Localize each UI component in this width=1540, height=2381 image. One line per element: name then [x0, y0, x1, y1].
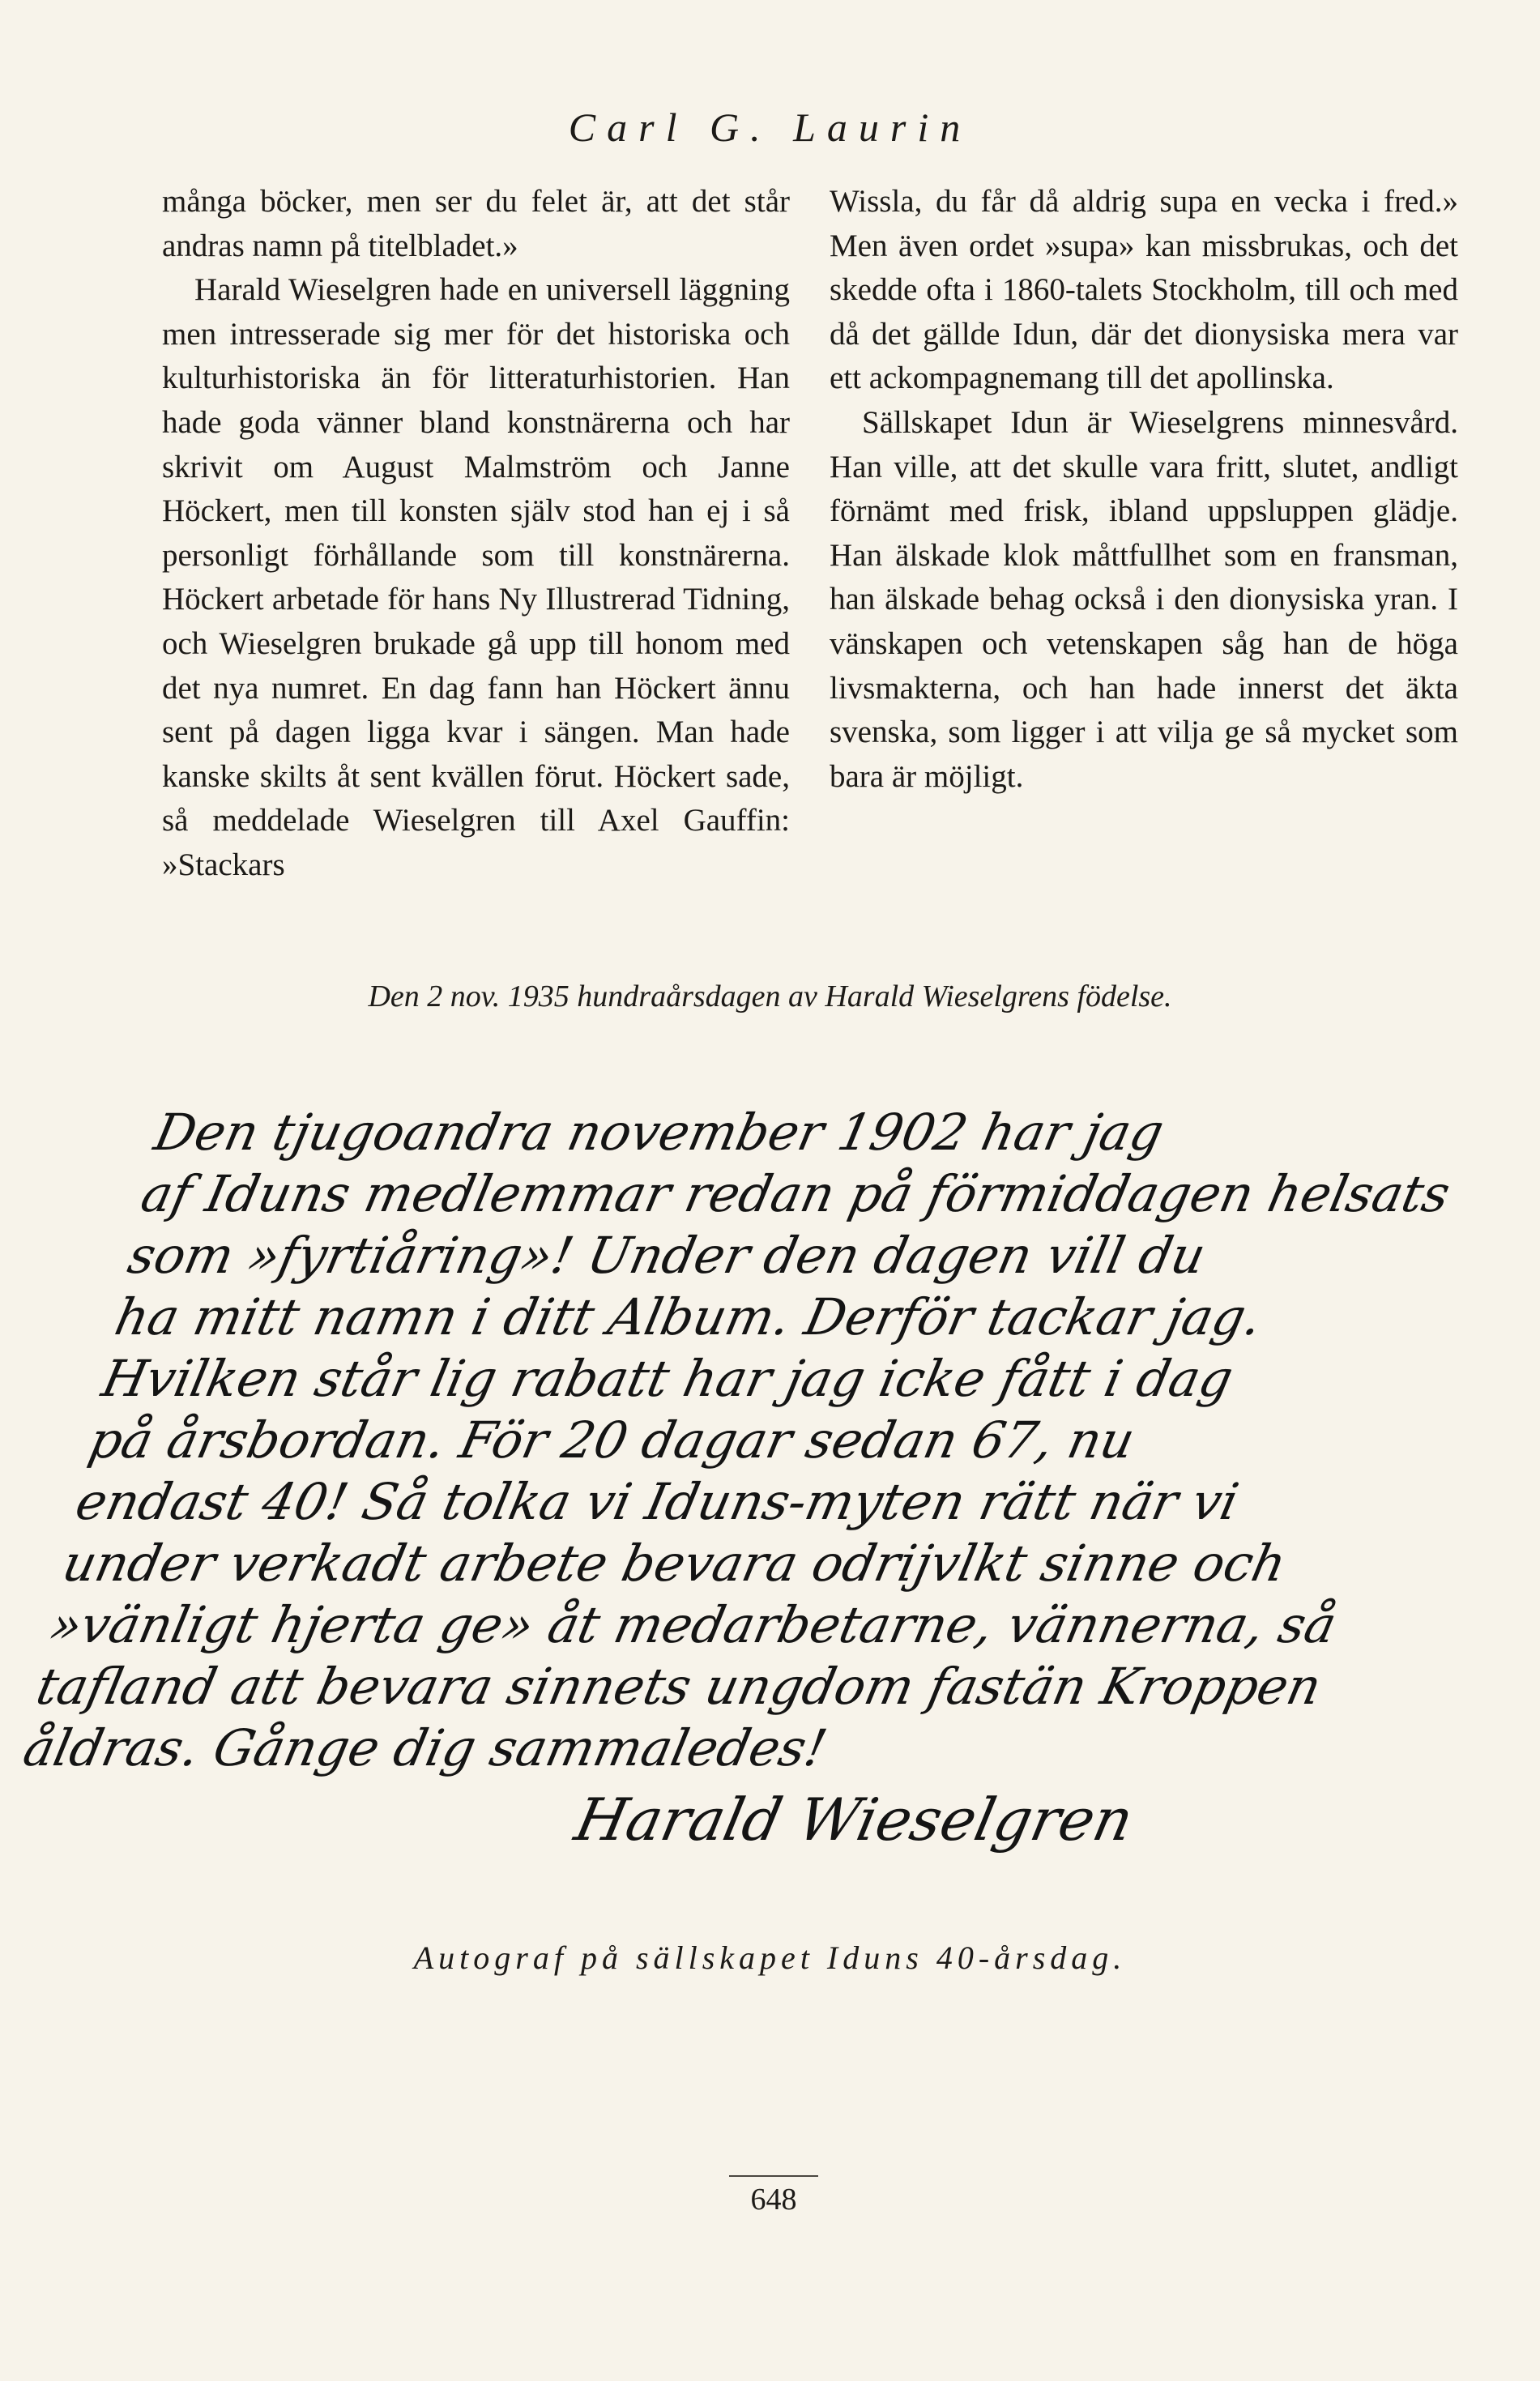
autograph-line: tafland att bevara sinnets ungdom fastän Kroppen: [31, 1657, 1327, 1716]
right-column: [830, 180, 1458, 799]
autograph-line: Den tjugoandra november 1902 har jag: [149, 1103, 1169, 1162]
autograph-line: »vänligt hjerta ge» åt medarbetarne, vännerna, så: [45, 1595, 1342, 1654]
handwritten-autograph: [3, 1102, 1458, 1854]
autograph-line: af Iduns medlemmar redan på förmiddagen helsats: [136, 1164, 1456, 1223]
right-paragraph-1: Wissla, du får då aldrig supa en vecka i fred.» Men även ordet »supa» kan missbrukas, och det skedde ofta i 1860-talets Stockholm, till och med då det gällde Idun, där det dionysiska mera var ett ackompagnemang till det apollinska.: [830, 184, 1458, 396]
dedication: Den 2 nov. 1935 hundraårsdagen av Harald Wieselgrens födelse.: [368, 979, 1172, 1013]
autograph-line: åldras. Gånge dig sammaledes!: [18, 1718, 832, 1777]
left-paragraph-2: Harald Wieselgren hade en universell läggning men intresserade sig mer för det historiska och kulturhistoriska än för litteraturhistorien. Han hade goda vänner bland konstnärerna och har skrivit om August Malmström och Janne Höckert, men till konsten själv stod han ej i så personligt förhållande som till konstnärerna. Höckert arbetade för hans Ny Illustrerad Tidning, och Wieselgren brukade gå upp till honom med det nya numret. En dag fann han Höckert ännu sent på dagen ligga kvar i sängen. Man hade kanske skilts åt sent kvällen förut. Höckert sade, så meddelade Wieselgren till Axel Gauffin: »Stackars: [162, 272, 790, 882]
page-number: 648: [729, 2175, 818, 2217]
autograph-line: under verkadt arbete bevara odrijvlkt sinne och: [58, 1534, 1292, 1593]
left-column: [162, 180, 790, 888]
signature: Harald Wieselgren: [569, 1786, 1140, 1854]
left-paragraph-1: många böcker, men ser du felet är, att det står andras namn på titelbladet.»: [162, 184, 790, 263]
autograph-line: Hvilken står lig rabatt har jag icke fått i dag: [96, 1349, 1239, 1408]
figure-caption: Autograf på sällskapet Iduns 40-årsdag.: [413, 1939, 1127, 1976]
running-head: Carl G. Laurin: [568, 105, 972, 150]
autograph-line: på årsbordan. För 20 dagar sedan 67, nu: [83, 1410, 1140, 1470]
autograph-line: som »fyrtiåring»! Under den dagen vill du: [122, 1226, 1211, 1285]
autograph-line: endast 40! Så tolka vi Iduns-myten rätt när vi: [70, 1472, 1244, 1531]
autograph-line: ha mitt namn i ditt Album. Derför tackar jag.: [109, 1287, 1268, 1346]
right-paragraph-2: Sällskapet Idun är Wieselgrens minnesvård. Han ville, att det skulle vara fritt, slutet, andligt förnämt med frisk, ibland uppsluppen glädje. Han älskade klok måttfullhet som en fransman, han älskade behag också i den dionysiska yran. I vänskapen och vetenskapen såg han de höga livsmakterna, och han hade innerst det äkta svenska, som ligger i att vilja ge så mycket som bara är möjligt.: [830, 404, 1458, 794]
